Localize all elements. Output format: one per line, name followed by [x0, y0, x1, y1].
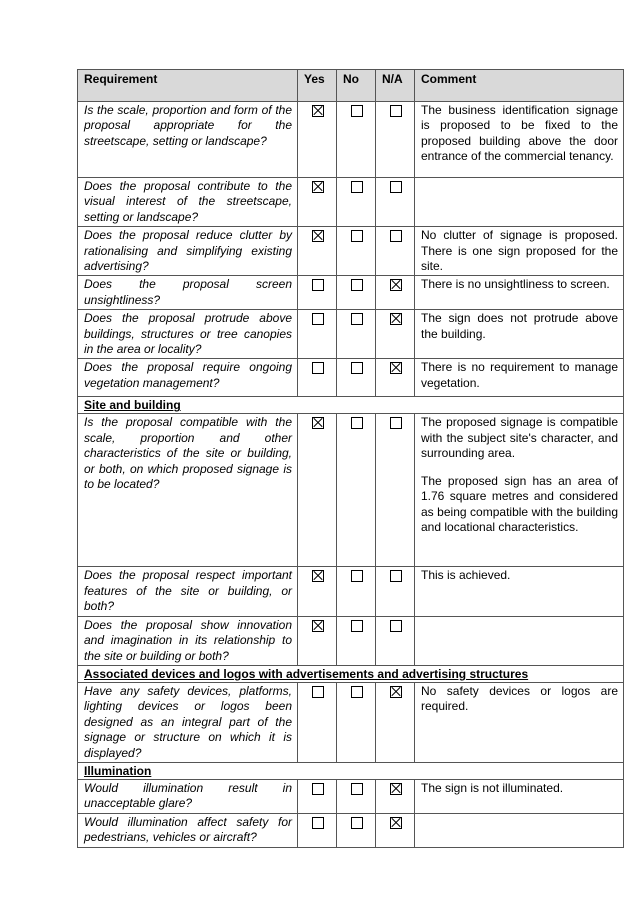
requirement-text: Is the proposal compatible with the scale, proportion and other characteristics of the site or building, or both, on which proposed signage is to be located?	[78, 414, 298, 567]
requirement-text: Does the proposal show innovation and imagination in its relationship to the site or building or both?	[78, 616, 298, 665]
section-heading: Site and building	[78, 397, 624, 414]
comment-cell	[415, 227, 624, 276]
yes-checkbox[interactable]	[312, 817, 324, 829]
cell-no	[337, 616, 376, 665]
cell-no	[337, 178, 376, 227]
no-checkbox[interactable]	[351, 181, 363, 193]
cell-yes	[298, 227, 337, 276]
no-checkbox[interactable]	[351, 783, 363, 795]
table-row	[78, 359, 624, 397]
header-no: No	[337, 70, 376, 102]
comment-cell	[415, 102, 624, 178]
na-checkbox[interactable]	[390, 230, 402, 242]
cell-no	[337, 359, 376, 397]
comment-text: This is achieved.	[421, 568, 511, 583]
cell-yes	[298, 813, 337, 847]
requirements-table	[77, 69, 624, 848]
cell-na	[376, 178, 415, 227]
cell-yes	[298, 359, 337, 397]
cell-na	[376, 414, 415, 567]
comment-text: No safety devices or logos are required.	[421, 683, 618, 714]
section-row	[78, 397, 624, 414]
table-row	[78, 310, 624, 359]
cell-no	[337, 567, 376, 616]
table-row	[78, 276, 624, 310]
comment-cell	[415, 178, 624, 227]
no-checkbox[interactable]	[351, 105, 363, 117]
cell-no	[337, 414, 376, 567]
yes-checkbox[interactable]	[312, 313, 324, 325]
cell-yes	[298, 567, 337, 616]
comment-cell	[415, 682, 624, 762]
comment-text: The sign does not protrude above the building.	[421, 311, 618, 341]
comment-text: The business identification signage is proposed to be fixed to the proposed building above the door entrance of the commercial tenancy.	[421, 103, 618, 164]
requirement-text: Does the proposal protrude above buildings, structures or tree canopies in the area or locality?	[78, 310, 298, 359]
no-checkbox[interactable]	[351, 817, 363, 829]
cell-no	[337, 227, 376, 276]
table-row	[78, 616, 624, 665]
comment-cell	[415, 779, 624, 813]
section-row	[78, 762, 624, 779]
cell-na	[376, 813, 415, 847]
cell-na	[376, 616, 415, 665]
cell-no	[337, 682, 376, 762]
cell-na	[376, 310, 415, 359]
table-header-row	[78, 70, 624, 102]
cell-yes	[298, 414, 337, 567]
header-na: N/A	[376, 70, 415, 102]
yes-checkbox-checked[interactable]	[312, 230, 324, 242]
no-checkbox[interactable]	[351, 313, 363, 325]
cell-na	[376, 682, 415, 762]
comment-cell	[415, 567, 624, 616]
cell-na	[376, 779, 415, 813]
yes-checkbox-checked[interactable]	[312, 417, 324, 429]
comment-cell	[415, 359, 624, 397]
na-checkbox[interactable]	[390, 181, 402, 193]
cell-no	[337, 813, 376, 847]
header-requirement: Requirement	[78, 70, 298, 102]
na-checkbox-checked[interactable]	[390, 279, 402, 291]
comment-cell	[415, 276, 624, 310]
section-heading: Illumination	[78, 762, 624, 779]
requirement-text: Does the proposal screen unsightliness?	[78, 276, 298, 310]
header-yes: Yes	[298, 70, 337, 102]
cell-na	[376, 359, 415, 397]
comment-text: The proposed sign has an area of 1.76 square metres and considered as being compatible with the building and locational characteristics.	[421, 473, 618, 534]
no-checkbox[interactable]	[351, 417, 363, 429]
requirement-text: Is the scale, proportion and form of the proposal appropriate for the streetscape, setting or landscape?	[78, 102, 298, 178]
cell-yes	[298, 779, 337, 813]
no-checkbox[interactable]	[351, 230, 363, 242]
na-checkbox-checked[interactable]	[390, 362, 402, 374]
na-checkbox[interactable]	[390, 620, 402, 632]
requirement-text: Does the proposal respect important features of the site or building, or both?	[78, 567, 298, 616]
cell-no	[337, 276, 376, 310]
cell-yes	[298, 276, 337, 310]
requirement-text: Does the proposal require ongoing vegetation management?	[78, 359, 298, 397]
comment-cell	[415, 310, 624, 359]
table-row	[78, 178, 624, 227]
yes-checkbox-checked[interactable]	[312, 105, 324, 117]
cell-yes	[298, 310, 337, 359]
section-row	[78, 665, 624, 682]
comment-text: The proposed signage is compatible with the subject site's character, and surrounding area.	[421, 415, 618, 461]
na-checkbox[interactable]	[390, 417, 402, 429]
na-checkbox-checked[interactable]	[390, 686, 402, 698]
header-comment: Comment	[415, 70, 624, 102]
cell-na	[376, 276, 415, 310]
table-row	[78, 102, 624, 178]
yes-checkbox[interactable]	[312, 279, 324, 291]
requirement-text: Would illumination result in unacceptable glare?	[78, 779, 298, 813]
comment-cell	[415, 616, 624, 665]
cell-na	[376, 102, 415, 178]
yes-checkbox[interactable]	[312, 783, 324, 795]
requirement-text: Does the proposal reduce clutter by rationalising and simplifying existing advertising?	[78, 227, 298, 276]
table-row	[78, 813, 624, 847]
yes-checkbox[interactable]	[312, 686, 324, 698]
cell-no	[337, 102, 376, 178]
cell-no	[337, 310, 376, 359]
na-checkbox[interactable]	[390, 570, 402, 582]
no-checkbox[interactable]	[351, 362, 363, 374]
comment-text: The sign is not illuminated.	[421, 780, 564, 795]
cell-no	[337, 779, 376, 813]
yes-checkbox-checked[interactable]	[312, 181, 324, 193]
cell-yes	[298, 682, 337, 762]
no-checkbox[interactable]	[351, 620, 363, 632]
cell-na	[376, 227, 415, 276]
comment-cell	[415, 414, 624, 567]
table-row	[78, 414, 624, 567]
table-row	[78, 779, 624, 813]
comment-cell	[415, 813, 624, 847]
table-row	[78, 567, 624, 616]
requirement-text: Does the proposal contribute to the visual interest of the streetscape, setting or landscape?	[78, 178, 298, 227]
table-row	[78, 227, 624, 276]
comment-text: There is no requirement to manage vegetation.	[421, 360, 618, 390]
na-checkbox-checked[interactable]	[390, 313, 402, 325]
no-checkbox[interactable]	[351, 686, 363, 698]
yes-checkbox[interactable]	[312, 362, 324, 374]
comment-text: No clutter of signage is proposed. There is one sign proposed for the site.	[421, 228, 618, 274]
na-checkbox[interactable]	[390, 105, 402, 117]
yes-checkbox-checked[interactable]	[312, 570, 324, 582]
cell-yes	[298, 102, 337, 178]
yes-checkbox-checked[interactable]	[312, 620, 324, 632]
cell-yes	[298, 616, 337, 665]
table-row	[78, 682, 624, 762]
section-heading: Associated devices and logos with advertisements and advertising structures	[78, 665, 624, 682]
na-checkbox-checked[interactable]	[390, 783, 402, 795]
na-checkbox-checked[interactable]	[390, 817, 402, 829]
cell-yes	[298, 178, 337, 227]
cell-na	[376, 567, 415, 616]
comment-text: There is no unsightliness to screen.	[421, 277, 610, 292]
requirement-text: Would illumination affect safety for pedestrians, vehicles or aircraft?	[78, 813, 298, 847]
no-checkbox[interactable]	[351, 570, 363, 582]
requirement-text: Have any safety devices, platforms, lighting devices or logos been designed as an integral part of the signage or structure on which it is displayed?	[78, 682, 298, 762]
no-checkbox[interactable]	[351, 279, 363, 291]
